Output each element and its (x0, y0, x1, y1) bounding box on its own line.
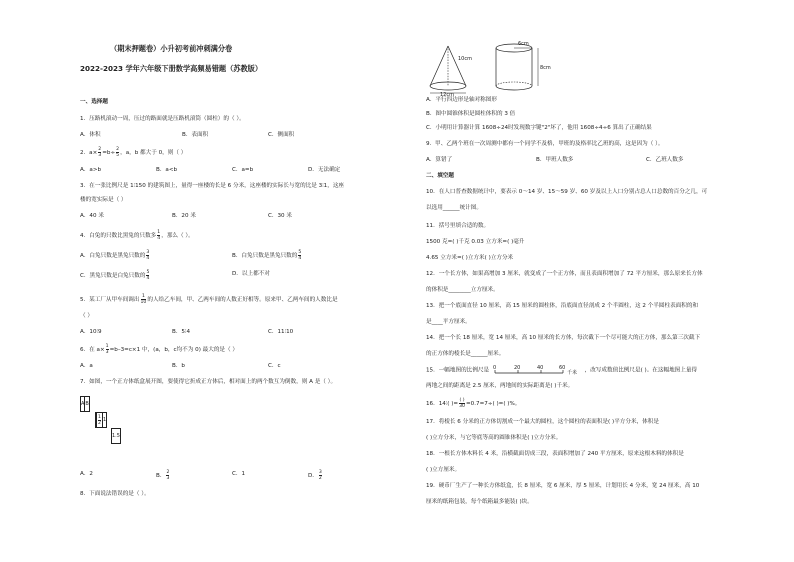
line-scale-bar (491, 364, 583, 376)
q18-line1: 18．一根长方体木料长 4 米，沿横截面切成三段，表面积增加了 240 平方厘米，原来这根木料的体积是 (426, 451, 684, 457)
label-slant: 10cm (458, 56, 472, 62)
q11-text: 11．括号里填合适的数。 (426, 223, 490, 229)
q6-option-b: B．b (172, 363, 185, 369)
q5-text: 5．某工厂从甲车间调出 $\frac{1}{10}$ 的人给乙车间，甲、乙两车间的人数正好相等。原来甲、乙两车间的人数比是 (80, 294, 338, 305)
q3-line2: 楼的宽实际是（ ） (80, 197, 127, 203)
section-fill-in: 二、填空题 (426, 173, 454, 179)
q18-line2: ( )立方厘米。 (426, 467, 461, 473)
scale-tick-60: 60 (558, 365, 566, 371)
q5-option-a: A．10∶9 (80, 329, 102, 335)
q7-option-b: B． $\frac{2}{3}$ (156, 470, 170, 481)
q4-option-a: A．白兔只数是黑兔只数的 $\frac{3}{4}$ (80, 250, 150, 261)
q12-line2: 的体积是________立方厘米。 (426, 287, 499, 293)
q9-option-b: B．甲班人数多 (536, 157, 574, 163)
q9-option-a: A．算错了 (426, 157, 453, 163)
q14-line2: 的正方体的棱长是______厘米。 (426, 351, 505, 357)
q4-option-d: D．以上都不对 (232, 271, 270, 277)
cylinder-shape (496, 44, 532, 90)
exam-title: （期末押题卷）小升初考前冲刺满分卷 (110, 44, 233, 53)
q10-line1: 10．在人口普查数据统计中，要表示 0～14 岁、15～59 岁、60 岁及以上人口分别占总人口总数的百分之几，可 (426, 189, 708, 195)
q7-text: 7．如图，一个正方体纸盒展开图，要使得它折成正方体后，相对面上的两个数互为倒数，则 A 是（ ）。 (80, 379, 337, 385)
q15-text: 15．一幅地图的比例尺是 0 20 40 60 千米 ，改写成数值比例尺是( )。在这幅地图上量得 (426, 365, 698, 376)
q8-option-b: B．图中圆锥体积是圆柱体积的 3 倍 (426, 111, 516, 117)
scale-tick-40: 40 (536, 365, 544, 371)
q15-line2: 两地之间的距离是 2.5 厘米，两地间的实际距离是( )千米。 (426, 383, 574, 389)
q13-line2: 是____平方厘米。 (426, 319, 471, 325)
scale-tick-20: 20 (513, 365, 521, 371)
q4-text: 4．白兔的只数比黑兔的只数多 $\frac{1}{4}$ ，那么（ ）。 (80, 230, 194, 241)
cone-cylinder-figure (426, 38, 566, 96)
q2-text: 2．a× $\frac{2}{3}$ =b÷ $\frac{2}{5}$ ，a，b 都大于 0，则（ ） (80, 147, 187, 158)
q4-option-c: C．黑兔只数是白兔只数的 $\frac{5}{4}$ (80, 270, 150, 281)
q3-option-a: A．40 米 (80, 213, 104, 219)
q1-option-b: B．表面积 (182, 132, 209, 138)
q8-option-c: C．小明用计算器计算 1608÷24时发现数字键"2"坏了，他用 1608÷4÷6 算出了正确结果 (426, 125, 652, 131)
q6-text: 6．在 a× $\frac{1}{3}$ =b–3=c×1 中，(a，b，c均不为 0) 最大的是（ ） (80, 344, 238, 355)
label-top-radius: 6cm (518, 41, 529, 47)
net-cell-a: A (81, 397, 85, 412)
cone-shape (430, 46, 466, 90)
net-cell-onepointfive: 1.5 (112, 429, 121, 444)
q6-option-a: A．a (80, 363, 93, 369)
q19-line1: 19．硬币厂生产了一种长方体纸盒，长 8 厘米，宽 6 厘米，厚 5 厘米，计划用长 4 分米，宽 24 厘米，高 10 (426, 483, 700, 489)
label-base: 12cm (440, 92, 454, 96)
q7-option-c: C．1 (232, 471, 246, 477)
net-cell-one: 1 (102, 413, 106, 428)
q5-line2: （ ） (80, 313, 93, 319)
q2-option-a: A．a>b (80, 167, 102, 173)
q1-option-c: C．侧面积 (268, 132, 295, 138)
label-height: 8cm (540, 65, 551, 71)
q1-option-a: A．体积 (80, 132, 101, 138)
q2-option-d: D．无法确定 (308, 167, 341, 173)
q3-option-c: C．30 米 (268, 213, 292, 219)
q10-line2: 以选用______统计图。 (426, 205, 482, 211)
q2-option-c: C．a=b (232, 167, 254, 173)
section-choice: 一、选择题 (80, 99, 108, 105)
q5-option-c: C．11∶10 (268, 329, 294, 335)
q7-option-a: A．2 (80, 471, 93, 477)
q9-text: 9．甲、乙两个班在一次周测中都有一个同学不及格，甲班的及格率比乙班的高，这是因为（ ）。 (426, 141, 664, 147)
q3-option-b: B．20 米 (172, 213, 196, 219)
q8-option-a: A．平行四边形是轴对称图形 (426, 97, 497, 103)
q8-text: 8．下面说法错误的是（ ）。 (80, 491, 150, 497)
q3-line1: 3．在一张比例尺是 1∶150 的建筑图上，量得一座楼的长是 6 分米，这座楼的实际长与宽的比是 3∶1，这座 (80, 183, 345, 189)
exam-subtitle: 2022-2023 学年六年级下册数学高频易错题（苏教版） (80, 64, 263, 73)
q6-option-c: C．c (268, 363, 281, 369)
q19-line2: 厘米的纸箱包装，每个纸箱最多能装( )块。 (426, 499, 533, 505)
scale-unit: 千米 (566, 370, 577, 376)
q13-line1: 13．把一个底面直径 10 厘米，高 15 厘米的圆柱体，沿底面直径剖成 2 个半圆柱，这 2 个半圆柱表面积的和 (426, 303, 699, 309)
q17-line1: 17．将棱长 6 分米的正方体切割成一个最大的圆柱，这个圆柱的表面积是( )平方分米，体积是 (426, 419, 659, 425)
q2-option-b: B．a<b (156, 167, 178, 173)
q16-text: 16．14∶( )= $\frac{( )}{30}$ =0.7=7÷( )=( )%。 (426, 398, 521, 409)
q11-line2: 4.65 立方米=( )立方米( )立方分米 (426, 255, 514, 261)
q1-text: 1．压路机滚动一周，压过的路面就是压路机滚筒（圆柱）的（ ）。 (80, 116, 245, 122)
q4-option-b: B．白兔只数是黑兔只数的 $\frac{5}{4}$ (232, 250, 302, 261)
scale-tick-0: 0 (492, 365, 497, 371)
net-cell-b: B (85, 397, 89, 412)
net-cell-half: $\frac{1}{2}$ (98, 414, 101, 426)
q12-line1: 12．一个长方体，如果高增加 3 厘米，就变成了一个正方体，而且表面积增加了 72 平方厘米，那么原来长方体 (426, 271, 703, 277)
q9-option-c: C．乙班人数多 (646, 157, 684, 163)
q11-line1: 1500 克=( )千克 0.03 立方米=( )毫升 (426, 239, 525, 245)
q5-option-b: B．5∶4 (172, 329, 191, 335)
q7-option-d: D． $\frac{3}{2}$ (308, 470, 322, 481)
q14-line1: 14．把一个长 18 厘米，宽 14 厘米，高 10 厘米的长方体，每次截下一个尽可能大的正方体，那么第三次截下 (426, 335, 701, 341)
q17-line2: ( )立方分米，与它等底等高的圆锥体积是( )立方分米。 (426, 435, 562, 441)
